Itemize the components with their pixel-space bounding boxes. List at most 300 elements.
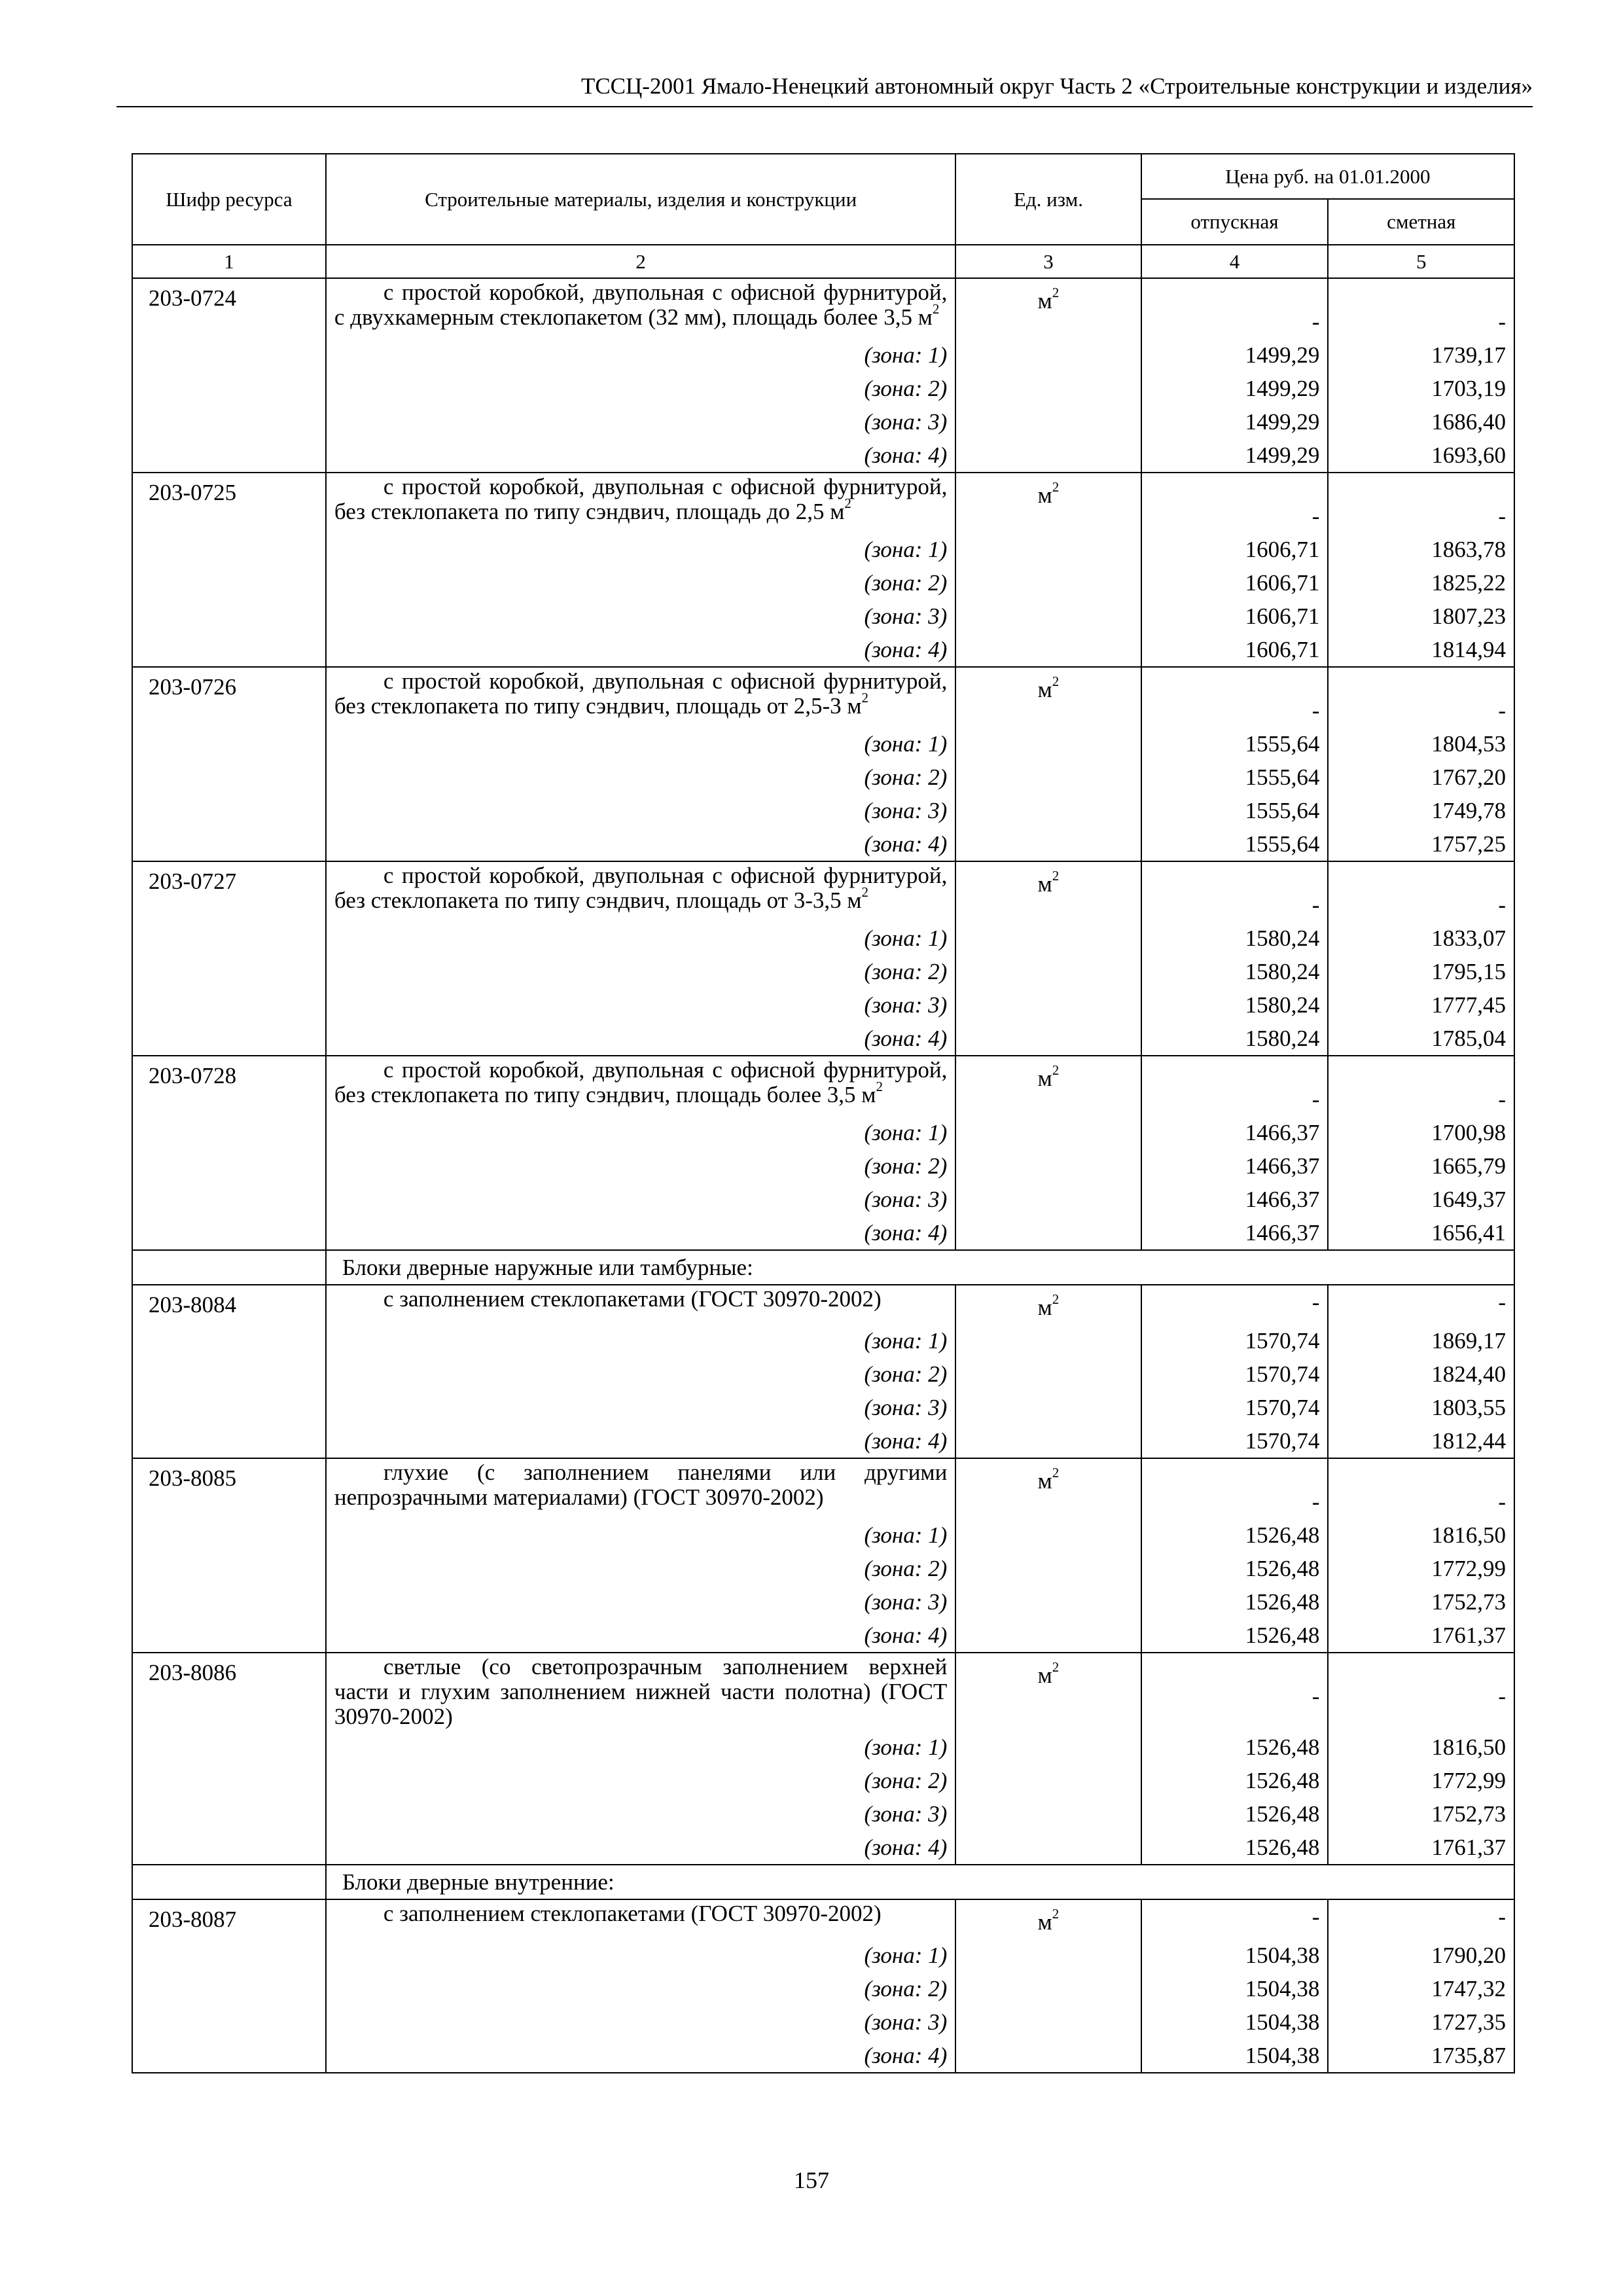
zone-label: (зона: 2): [326, 566, 955, 600]
zone-estimate-price: 1824,40: [1328, 1357, 1514, 1391]
zone-row: [132, 955, 1514, 988]
zone-estimate-price: 1739,17: [1328, 338, 1514, 372]
resource-code: 203-0726: [132, 667, 326, 727]
zone-row: [132, 1391, 1514, 1424]
zone-code-empty: [132, 1731, 326, 1764]
zone-release-price: 1580,24: [1141, 922, 1329, 955]
zone-release-price: 1526,48: [1141, 1731, 1329, 1764]
zone-row: [132, 600, 1514, 633]
table-row: [132, 1285, 1514, 1324]
resource-group: [132, 667, 1514, 861]
zone-unit-empty: [955, 1585, 1141, 1619]
zone-row: [132, 633, 1514, 667]
estimate-price: -: [1328, 667, 1514, 727]
zone-release-price: 1555,64: [1141, 794, 1329, 827]
zone-code-empty: [132, 1391, 326, 1424]
description-superscript: 2: [861, 690, 869, 706]
column-number-5: 5: [1328, 245, 1514, 278]
zone-unit-empty: [955, 922, 1141, 955]
zone-unit-empty: [955, 1424, 1141, 1458]
zone-unit-empty: [955, 1831, 1141, 1865]
zone-code-empty: [132, 1939, 326, 1972]
zone-estimate-price: 1656,41: [1328, 1216, 1514, 1250]
table-row: [132, 278, 1514, 338]
unit-of-measure: [955, 1056, 1141, 1116]
zone-label: (зона: 4): [326, 1022, 955, 1056]
zone-label: (зона: 1): [326, 533, 955, 566]
description-text: глухие (с заполнением панелями или другими непрозрачными материалами) (ГОСТ 30970-2002): [334, 1460, 948, 1510]
zone-label: (зона: 3): [326, 1391, 955, 1424]
unit-superscript: 2: [1052, 1465, 1060, 1481]
zone-row: [132, 1731, 1514, 1764]
zone-code-empty: [132, 600, 326, 633]
zone-release-price: 1526,48: [1141, 1797, 1329, 1831]
release-price: -: [1141, 1285, 1329, 1324]
zone-estimate-price: 1825,22: [1328, 566, 1514, 600]
section-title: Блоки дверные внутренние:: [326, 1865, 1514, 1899]
zone-estimate-price: 1803,55: [1328, 1391, 1514, 1424]
zone-unit-empty: [955, 1764, 1141, 1797]
unit-text: м: [1037, 1066, 1052, 1091]
zone-release-price: 1499,29: [1141, 439, 1329, 473]
zone-code-empty: [132, 727, 326, 761]
zone-row: [132, 439, 1514, 473]
zone-code-empty: [132, 922, 326, 955]
unit-superscript: 2: [1052, 479, 1060, 495]
zone-release-price: 1580,24: [1141, 988, 1329, 1022]
zone-release-price: 1606,71: [1141, 566, 1329, 600]
zone-estimate-price: 1752,73: [1328, 1797, 1514, 1831]
zone-release-price: 1570,74: [1141, 1324, 1329, 1357]
zone-row: [132, 372, 1514, 405]
zone-unit-empty: [955, 1731, 1141, 1764]
zone-label: (зона: 1): [326, 1731, 955, 1764]
column-number-4: 4: [1141, 245, 1329, 278]
zone-code-empty: [132, 1149, 326, 1183]
resource-group: [132, 1458, 1514, 1653]
zone-label: (зона: 4): [326, 633, 955, 667]
zone-code-empty: [132, 439, 326, 473]
zone-code-empty: [132, 1552, 326, 1585]
zone-label: (зона: 3): [326, 1585, 955, 1619]
zone-release-price: 1499,29: [1141, 372, 1329, 405]
resource-group: [132, 278, 1514, 473]
column-number-1: 1: [132, 245, 326, 278]
zone-release-price: 1526,48: [1141, 1831, 1329, 1865]
zone-estimate-price: 1816,50: [1328, 1731, 1514, 1764]
unit-superscript: 2: [1052, 1062, 1060, 1079]
column-number-2: 2: [326, 245, 955, 278]
page-number: 157: [794, 2167, 829, 2193]
zone-row: [132, 1552, 1514, 1585]
header-estimate-price: сметная: [1328, 199, 1514, 245]
estimate-price: -: [1328, 1653, 1514, 1731]
zone-release-price: 1526,48: [1141, 1518, 1329, 1552]
zone-code-empty: [132, 1831, 326, 1865]
zone-release-price: 1466,37: [1141, 1183, 1329, 1216]
zone-unit-empty: [955, 1939, 1141, 1972]
description-superscript: 2: [861, 884, 869, 901]
zone-row: [132, 1831, 1514, 1865]
resource-code: 203-8084: [132, 1285, 326, 1324]
zone-unit-empty: [955, 1972, 1141, 2005]
zone-unit-empty: [955, 1552, 1141, 1585]
zone-code-empty: [132, 1619, 326, 1653]
zone-release-price: 1606,71: [1141, 633, 1329, 667]
page-header-title: ТССЦ-2001 Ямало-Ненецкий автономный округ Часть 2 «Строительные конструкции и изделия»: [580, 73, 1533, 99]
zone-release-price: 1555,64: [1141, 827, 1329, 861]
zone-release-price: 1606,71: [1141, 533, 1329, 566]
release-price: -: [1141, 278, 1329, 338]
zone-estimate-price: 1790,20: [1328, 1939, 1514, 1972]
release-price: -: [1141, 1653, 1329, 1731]
header-price-group: Цена руб. на 01.01.2000: [1141, 154, 1514, 199]
zone-estimate-price: 1747,32: [1328, 1972, 1514, 2005]
table-row: [132, 473, 1514, 533]
resource-code: 203-0728: [132, 1056, 326, 1116]
description-text: с заполнением стеклопакетами (ГОСТ 30970-2002): [383, 1286, 882, 1312]
zone-estimate-price: 1752,73: [1328, 1585, 1514, 1619]
zone-row: [132, 988, 1514, 1022]
description-text: с простой коробкой, двупольная с офисной фурнитурой, с двухкамерным стеклопакетом (32 мм), площадь более 3,5 м: [334, 279, 948, 330]
unit-superscript: 2: [1052, 1906, 1060, 1922]
zone-code-empty: [132, 827, 326, 861]
zone-label: (зона: 3): [326, 1797, 955, 1831]
zone-unit-empty: [955, 1324, 1141, 1357]
unit-superscript: 2: [1052, 1291, 1060, 1308]
zone-release-price: 1570,74: [1141, 1357, 1329, 1391]
unit-text: м: [1037, 1662, 1052, 1688]
zone-estimate-price: 1767,20: [1328, 761, 1514, 794]
zone-release-price: 1504,38: [1141, 1939, 1329, 1972]
zone-release-price: 1555,64: [1141, 727, 1329, 761]
zone-label: (зона: 4): [326, 2039, 955, 2073]
zone-release-price: 1504,38: [1141, 2039, 1329, 2073]
zone-label: (зона: 3): [326, 405, 955, 439]
resource-description: [326, 1285, 955, 1324]
estimate-price: -: [1328, 1458, 1514, 1518]
unit-of-measure: [955, 1285, 1141, 1324]
zone-code-empty: [132, 794, 326, 827]
zone-estimate-price: 1795,15: [1328, 955, 1514, 988]
header-name: Строительные материалы, изделия и конструкции: [326, 154, 955, 245]
zone-release-price: 1466,37: [1141, 1216, 1329, 1250]
zone-estimate-price: 1761,37: [1328, 1831, 1514, 1865]
section-row: [132, 1250, 1514, 1285]
zone-code-empty: [132, 1116, 326, 1149]
zone-estimate-price: 1833,07: [1328, 922, 1514, 955]
unit-text: м: [1037, 1468, 1052, 1494]
zone-code-empty: [132, 1357, 326, 1391]
zone-release-price: 1499,29: [1141, 338, 1329, 372]
price-table: [132, 153, 1515, 2073]
zone-unit-empty: [955, 1149, 1141, 1183]
resource-description: [326, 667, 955, 727]
description-text: с простой коробкой, двупольная с офисной фурнитурой, без стеклопакета по типу сэндвич, площадь от 3-3,5 м: [334, 863, 948, 913]
zone-estimate-price: 1693,60: [1328, 439, 1514, 473]
description-text: с простой коробкой, двупольная с офисной фурнитурой, без стеклопакета по типу сэндвич, площадь до 2,5 м: [334, 474, 948, 524]
zone-estimate-price: 1869,17: [1328, 1324, 1514, 1357]
zone-code-empty: [132, 1424, 326, 1458]
zone-label: (зона: 2): [326, 1357, 955, 1391]
zone-row: [132, 1972, 1514, 2005]
unit-of-measure: [955, 1458, 1141, 1518]
zone-release-price: 1499,29: [1141, 405, 1329, 439]
zone-unit-empty: [955, 405, 1141, 439]
zone-estimate-price: 1649,37: [1328, 1183, 1514, 1216]
zone-estimate-price: 1703,19: [1328, 372, 1514, 405]
zone-unit-empty: [955, 2039, 1141, 2073]
zone-release-price: 1606,71: [1141, 600, 1329, 633]
zone-unit-empty: [955, 1391, 1141, 1424]
resource-description: [326, 278, 955, 338]
zone-row: [132, 794, 1514, 827]
zone-estimate-price: 1686,40: [1328, 405, 1514, 439]
zone-unit-empty: [955, 338, 1141, 372]
resource-group: [132, 1899, 1514, 2073]
zone-row: [132, 1149, 1514, 1183]
zone-code-empty: [132, 566, 326, 600]
table-row: [132, 667, 1514, 727]
zone-code-empty: [132, 988, 326, 1022]
zone-code-empty: [132, 761, 326, 794]
resource-description: [326, 1899, 955, 1939]
description-text: с заполнением стеклопакетами (ГОСТ 30970-2002): [383, 1901, 882, 1926]
release-price: -: [1141, 1458, 1329, 1518]
zone-label: (зона: 2): [326, 372, 955, 405]
zone-row: [132, 1116, 1514, 1149]
zone-release-price: 1504,38: [1141, 1972, 1329, 2005]
unit-text: м: [1037, 482, 1052, 508]
estimate-price: -: [1328, 278, 1514, 338]
zone-release-price: 1504,38: [1141, 2005, 1329, 2039]
zone-code-empty: [132, 533, 326, 566]
unit-superscript: 2: [1052, 1659, 1060, 1676]
unit-superscript: 2: [1052, 285, 1060, 301]
zone-code-empty: [132, 1324, 326, 1357]
resource-code: 203-8086: [132, 1653, 326, 1731]
section-title: Блоки дверные наружные или тамбурные:: [326, 1250, 1514, 1285]
resource-group: [132, 1285, 1514, 1458]
zone-estimate-price: 1735,87: [1328, 2039, 1514, 2073]
zone-estimate-price: 1749,78: [1328, 794, 1514, 827]
unit-of-measure: [955, 1899, 1141, 1939]
unit-text: м: [1037, 871, 1052, 897]
section-code-empty: [132, 1250, 326, 1285]
unit-of-measure: [955, 1653, 1141, 1731]
zone-label: (зона: 4): [326, 1619, 955, 1653]
zone-row: [132, 727, 1514, 761]
zone-release-price: 1466,37: [1141, 1149, 1329, 1183]
zone-label: (зона: 2): [326, 761, 955, 794]
zone-label: (зона: 1): [326, 338, 955, 372]
zone-unit-empty: [955, 1183, 1141, 1216]
description-superscript: 2: [876, 1079, 883, 1095]
description-superscript: 2: [844, 495, 851, 512]
header-release-price: отпускная: [1141, 199, 1329, 245]
zone-code-empty: [132, 1216, 326, 1250]
resource-code: 203-8087: [132, 1899, 326, 1939]
zone-release-price: 1570,74: [1141, 1424, 1329, 1458]
zone-label: (зона: 2): [326, 1764, 955, 1797]
release-price: -: [1141, 1056, 1329, 1116]
estimate-price: -: [1328, 473, 1514, 533]
description-superscript: 2: [932, 301, 940, 317]
unit-of-measure: [955, 667, 1141, 727]
zone-estimate-price: 1804,53: [1328, 727, 1514, 761]
description-text: с простой коробкой, двупольная с офисной фурнитурой, без стеклопакета по типу сэндвич, площадь от 2,5-3 м: [334, 668, 948, 719]
resource-code: 203-0727: [132, 861, 326, 922]
header-rule: [116, 106, 1533, 107]
zone-code-empty: [132, 372, 326, 405]
zone-estimate-price: 1761,37: [1328, 1619, 1514, 1653]
zone-row: [132, 1324, 1514, 1357]
table-row: [132, 1899, 1514, 1939]
zone-label: (зона: 2): [326, 1552, 955, 1585]
resource-code: 203-0724: [132, 278, 326, 338]
zone-row: [132, 2005, 1514, 2039]
estimate-price: -: [1328, 1899, 1514, 1939]
zone-label: (зона: 1): [326, 1324, 955, 1357]
zone-row: [132, 1022, 1514, 1056]
zone-label: (зона: 1): [326, 1518, 955, 1552]
zone-estimate-price: 1812,44: [1328, 1424, 1514, 1458]
unit-superscript: 2: [1052, 868, 1060, 884]
unit-of-measure: [955, 278, 1141, 338]
zone-release-price: 1526,48: [1141, 1764, 1329, 1797]
zone-label: (зона: 1): [326, 727, 955, 761]
zone-label: (зона: 1): [326, 922, 955, 955]
zone-estimate-price: 1665,79: [1328, 1149, 1514, 1183]
zone-row: [132, 1797, 1514, 1831]
zone-release-price: 1526,48: [1141, 1585, 1329, 1619]
zone-unit-empty: [955, 533, 1141, 566]
zone-estimate-price: 1816,50: [1328, 1518, 1514, 1552]
resource-code: 203-8085: [132, 1458, 326, 1518]
zone-row: [132, 1518, 1514, 1552]
zone-unit-empty: [955, 1797, 1141, 1831]
section-code-empty: [132, 1865, 326, 1899]
zone-code-empty: [132, 1518, 326, 1552]
table-row: [132, 1653, 1514, 1731]
description-text: с простой коробкой, двупольная с офисной фурнитурой, без стеклопакета по типу сэндвич, площадь более 3,5 м: [334, 1057, 948, 1107]
zone-code-empty: [132, 338, 326, 372]
zone-unit-empty: [955, 1619, 1141, 1653]
zone-code-empty: [132, 1022, 326, 1056]
zone-unit-empty: [955, 794, 1141, 827]
zone-row: [132, 1585, 1514, 1619]
unit-text: м: [1037, 1909, 1052, 1935]
resource-description: [326, 1056, 955, 1116]
resource-group: [132, 861, 1514, 1056]
zone-row: [132, 1764, 1514, 1797]
zone-release-price: 1466,37: [1141, 1116, 1329, 1149]
zone-code-empty: [132, 2039, 326, 2073]
zone-row: [132, 2039, 1514, 2073]
zone-unit-empty: [955, 600, 1141, 633]
resource-description: [326, 473, 955, 533]
unit-text: м: [1037, 1295, 1052, 1320]
zone-unit-empty: [955, 1022, 1141, 1056]
zone-code-empty: [132, 405, 326, 439]
resource-group: [132, 1056, 1514, 1250]
description-text: светлые (со светопрозрачным заполнением верхней части и глухим заполнением нижней части полотна) (ГОСТ 30970-2002): [334, 1654, 948, 1729]
zone-estimate-price: 1785,04: [1328, 1022, 1514, 1056]
zone-estimate-price: 1727,35: [1328, 2005, 1514, 2039]
zone-unit-empty: [955, 955, 1141, 988]
zone-unit-empty: [955, 988, 1141, 1022]
zone-estimate-price: 1863,78: [1328, 533, 1514, 566]
zone-row: [132, 761, 1514, 794]
resource-code: 203-0725: [132, 473, 326, 533]
header-unit: Ед. изм.: [955, 154, 1141, 245]
release-price: -: [1141, 861, 1329, 922]
release-price: -: [1141, 1899, 1329, 1939]
zone-unit-empty: [955, 827, 1141, 861]
zone-label: (зона: 4): [326, 1831, 955, 1865]
zone-unit-empty: [955, 1357, 1141, 1391]
unit-of-measure: [955, 473, 1141, 533]
zone-row: [132, 1216, 1514, 1250]
zone-row: [132, 922, 1514, 955]
zone-release-price: 1526,48: [1141, 1552, 1329, 1585]
zone-unit-empty: [955, 727, 1141, 761]
zone-code-empty: [132, 633, 326, 667]
header-code: Шифр ресурса: [132, 154, 326, 245]
zone-row: [132, 338, 1514, 372]
zone-row: [132, 827, 1514, 861]
zone-label: (зона: 3): [326, 1183, 955, 1216]
zone-unit-empty: [955, 1216, 1141, 1250]
zone-label: (зона: 3): [326, 600, 955, 633]
zone-row: [132, 1619, 1514, 1653]
zone-row: [132, 1357, 1514, 1391]
unit-text: м: [1037, 677, 1052, 702]
zone-row: [132, 533, 1514, 566]
table-row: [132, 1458, 1514, 1518]
zone-release-price: 1570,74: [1141, 1391, 1329, 1424]
zone-estimate-price: 1777,45: [1328, 988, 1514, 1022]
zone-estimate-price: 1772,99: [1328, 1552, 1514, 1585]
zone-estimate-price: 1772,99: [1328, 1764, 1514, 1797]
zone-row: [132, 1183, 1514, 1216]
resource-description: [326, 1653, 955, 1731]
zone-row: [132, 405, 1514, 439]
zone-release-price: 1580,24: [1141, 1022, 1329, 1056]
resource-description: [326, 861, 955, 922]
resource-group: [132, 473, 1514, 667]
zone-estimate-price: 1757,25: [1328, 827, 1514, 861]
zone-row: [132, 1424, 1514, 1458]
zone-code-empty: [132, 2005, 326, 2039]
zone-row: [132, 1939, 1514, 1972]
resource-description: [326, 1458, 955, 1518]
unit-superscript: 2: [1052, 673, 1060, 690]
zone-label: (зона: 3): [326, 988, 955, 1022]
zone-label: (зона: 3): [326, 2005, 955, 2039]
zone-label: (зона: 2): [326, 1972, 955, 2005]
zone-code-empty: [132, 1585, 326, 1619]
table-row: [132, 861, 1514, 922]
unit-text: м: [1037, 288, 1052, 314]
zone-label: (зона: 3): [326, 794, 955, 827]
resource-group: [132, 1653, 1514, 1865]
zone-unit-empty: [955, 566, 1141, 600]
zone-code-empty: [132, 955, 326, 988]
estimate-price: -: [1328, 1056, 1514, 1116]
zone-code-empty: [132, 1972, 326, 2005]
column-number-3: 3: [955, 245, 1141, 278]
